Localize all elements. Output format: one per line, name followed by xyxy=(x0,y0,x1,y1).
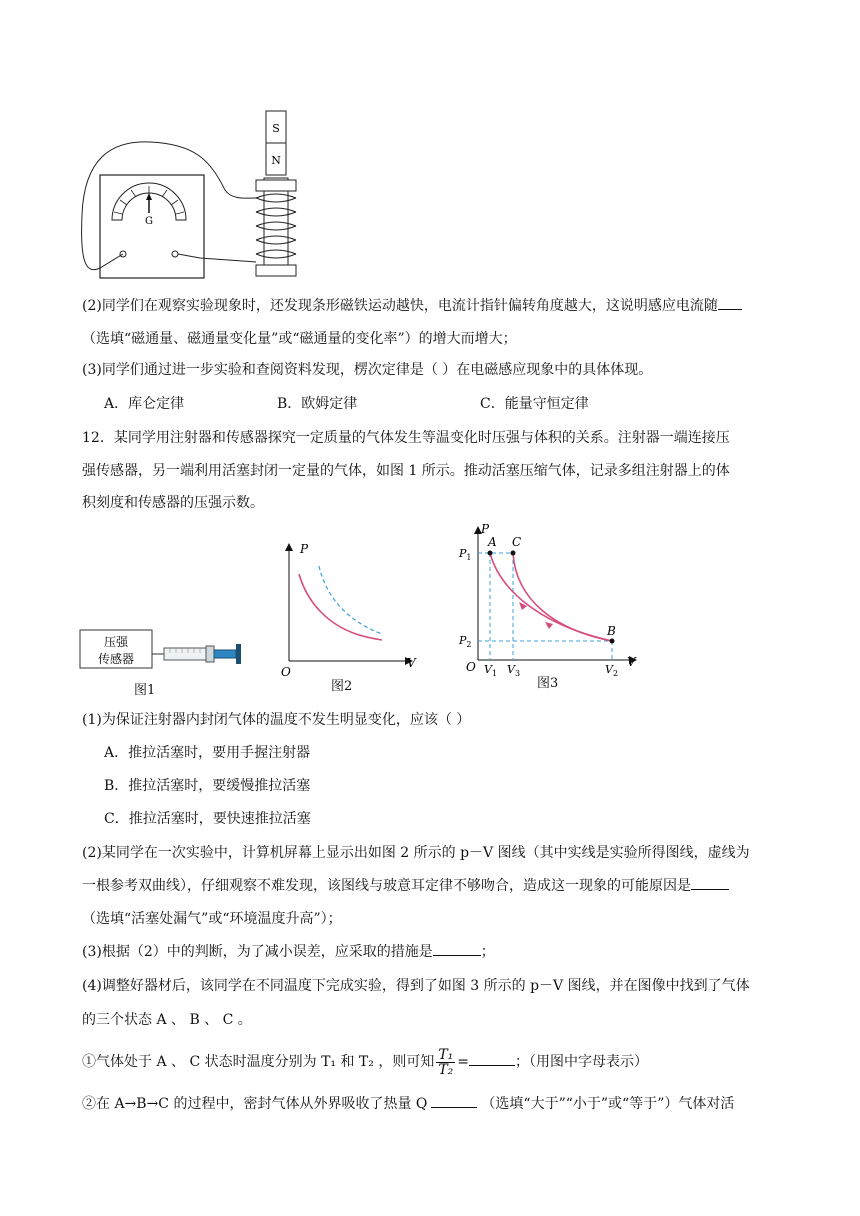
figure1-syringe xyxy=(72,625,252,700)
terminal-right xyxy=(172,251,178,257)
q12-part4-sub2: ②在 A→B→C 的过程中，密封气体从外界吸收了热量 Q （选填“大于”“小于”或“等于”）气体对活 xyxy=(82,1096,735,1112)
syringe-plunger xyxy=(214,650,236,658)
sensor-label-line1: 压强 xyxy=(103,635,129,649)
fig3-point-c xyxy=(511,551,516,556)
q12-part4-line1: (4)调整好器材后，该同学在不同温度下完成实验，得到了如图 3 所示的 p－V 图线，并在图像中找到了气体 xyxy=(82,978,750,994)
fig3-label-a: A xyxy=(488,535,497,549)
fig2-reference-curve xyxy=(319,566,382,634)
fig3-point-b xyxy=(610,639,615,644)
magnet-s-label: S xyxy=(272,122,280,135)
fig3-origin: O xyxy=(466,660,476,674)
fig3-p1-label: $P_1$ xyxy=(459,547,472,562)
fig3-curve-a-to-b xyxy=(490,553,612,641)
q12-part1-line: (1)为保证注射器内封闭气体的温度不发生明显变化，应该（ ） xyxy=(82,712,471,728)
fig2-experiment-curve xyxy=(299,574,382,640)
galvanometer-g-label: G xyxy=(145,216,153,227)
q12-part2-line1: (2)某同学在一次实验中，计算机屏幕上显示出如图 2 所示的 p－V 图线（其中实线是实验所得图线，虚线为 xyxy=(82,845,750,861)
fig3-label-c: C xyxy=(512,535,522,549)
q12-part1-option-c: C．推拉活塞时，要快速推拉活塞 xyxy=(104,811,311,827)
fig3-point-a xyxy=(488,551,493,556)
q12-part3-line: (3)根据（2）中的判断，为了减小误差，应采取的措施是 ； xyxy=(82,944,495,960)
q11-option-b: B．欧姆定律 xyxy=(277,396,358,412)
figure3-pv-graph xyxy=(450,520,640,685)
q12-part2-line3: （选填“活塞处漏气”或“环境温度升高”）； xyxy=(82,911,342,927)
q12-part2-line2: 一根参考双曲线），仔细观察不难发现，该图线与玻意耳定律不够吻合，造成这一现象的可能原因是 xyxy=(82,876,729,896)
fig3-curve-c-to-b xyxy=(513,553,612,641)
q11-option-c: C．能量守恒定律 xyxy=(480,396,589,412)
fig2-origin: O xyxy=(281,665,291,679)
fig3-x-label: V xyxy=(627,655,636,669)
coil-core xyxy=(264,178,288,276)
q12-stem-line1: 12．某同学用注射器和传感器探究一定质量的气体发生等温变化时压强与体积的关系。注射器一端连接压 xyxy=(82,430,730,446)
figure1-caption: 图1 xyxy=(134,683,156,698)
figure3-caption: 图3 xyxy=(537,676,559,691)
figure2-caption: 图2 xyxy=(331,679,353,694)
galvanometer-coil-figure xyxy=(78,105,328,285)
q12-stem-line3: 积刻度和传感器的压强示数。 xyxy=(82,495,264,511)
magnet-n-label: N xyxy=(271,154,281,167)
q12-part1-option-b: B．推拉活塞时，要缓慢推拉活塞 xyxy=(104,778,311,794)
figure2-pv-graph xyxy=(275,536,425,692)
q11-part2-line2: （选填“磁通量、磁通量变化量”或“磁通量的变化率”）的增大而增大； xyxy=(82,331,517,347)
temperature-ratio-fraction: $\frac{\text{T₁}}{\text{T₂}}$ xyxy=(438,1046,454,1078)
fig3-v3-label: $V_3$ xyxy=(507,663,521,678)
q11-option-a: A．库仑定律 xyxy=(104,396,185,412)
q12-part4-line2: 的三个状态 A 、 B 、 C 。 xyxy=(82,1012,252,1028)
q11-part2-line1: (2)同学们在观察实验现象时，还发现条形磁铁运动越快，电流计指针偏转角度越大，这说明感应电流随 xyxy=(82,296,742,316)
fig3-label-b: B xyxy=(607,624,616,638)
sensor-label-line2: 传感器 xyxy=(97,652,135,666)
q12-part1-option-a: A．推拉活塞时，要用手握注射器 xyxy=(104,745,311,761)
fig3-p2-label: $P_2$ xyxy=(459,634,472,649)
q11-part3-line1: (3)同学们通过进一步实验和查阅资料发现，楞次定律是（ ）在电磁感应现象中的具体体现。 xyxy=(82,362,653,378)
fig2-y-label: P xyxy=(300,542,309,556)
fig3-v2-label: $V_2$ xyxy=(605,663,619,678)
fig3-v1-label: $V_1$ xyxy=(484,663,498,678)
q12-part4-sub1: ①气体处于 A 、 C 状态时温度分别为 T₁ 和 T₂ ，则可知 $\frac{\text{T₁}}{\text{T₂}}$ = ；（用图中字母表示） xyxy=(82,1046,649,1078)
fig2-x-label: V xyxy=(407,656,416,670)
q12-stem-line2: 强传感器，另一端利用活塞封闭一定量的气体，如图 1 所示。推动活塞压缩气体，记录多组注射器上的体 xyxy=(82,463,730,479)
fig3-y-label: P xyxy=(481,522,490,536)
